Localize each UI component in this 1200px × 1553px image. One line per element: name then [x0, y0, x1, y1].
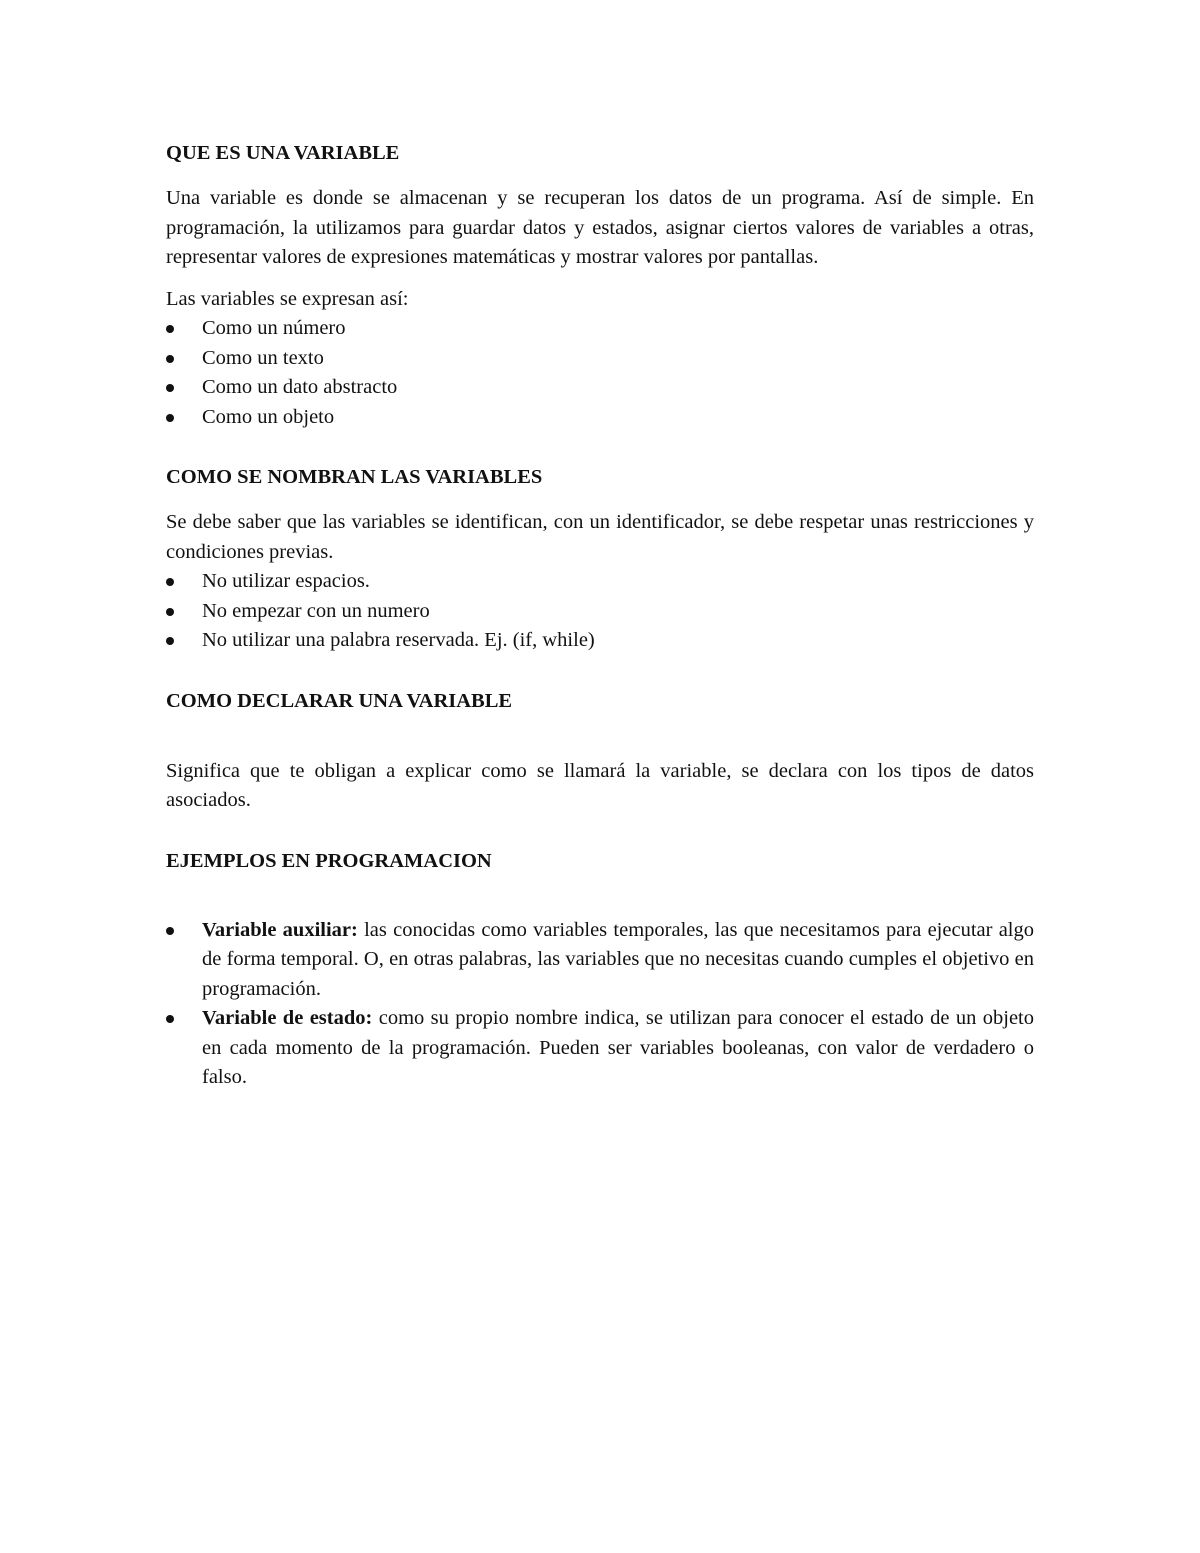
list-item [166, 344, 1034, 374]
bullet-icon [166, 927, 174, 935]
bullet-icon [166, 1015, 174, 1023]
list-item-text: No utilizar espacios. [202, 570, 370, 592]
document-page [166, 138, 1034, 1093]
bullet-icon [166, 325, 174, 333]
example-label: Variable de estado: [202, 1007, 373, 1029]
list-item [166, 373, 1034, 403]
section-heading-ejemplos: EJEMPLOS EN PROGRAMACION [166, 849, 492, 872]
bullet-icon [166, 578, 174, 586]
list-item-text: No empezar con un numero [202, 599, 430, 622]
list-item-text: Como un texto [202, 346, 324, 369]
section-heading-que-es-una-variable: QUE ES UNA VARIABLE [166, 142, 400, 164]
section-heading-como-se-nombran: COMO SE NOMBRAN LAS VARIABLES [166, 466, 543, 488]
list-item [166, 626, 1034, 656]
bullet-icon [166, 384, 174, 392]
section-paragraph-definition: Una variable es donde se almacenan y se recuperan los datos de un programa. Así de simple. En programación, la utilizamos para guardar datos y estados, asignar ciertos valores de variables a otras, representar valores de expresiones matemáticas y mostrar valores por pantallas. [166, 187, 1034, 268]
list-item [166, 567, 1034, 597]
list-item [166, 1004, 1034, 1093]
list-item [166, 403, 1034, 433]
bullet-icon [166, 355, 174, 363]
list-item-text: Como un dato abstracto [202, 376, 398, 398]
example-text: las conocidas como variables temporales, las que necesitamos para ejecutar algo de forma temporal. O, en otras palabras, las variables que no necesitas cuando cumples el objetivo en programación. [202, 918, 1034, 1000]
list-item-text: Como un objeto [202, 405, 335, 428]
bullet-list-examples [166, 916, 1034, 1093]
list-item-text: No utilizar una palabra reservada. Ej. (if, while) [202, 629, 595, 651]
bullet-list-naming-rules [166, 567, 1034, 656]
bullet-icon [166, 637, 174, 645]
section-paragraph-declaring: Significa que te obligan a explicar como se llamará la variable, se declara con los tipos de datos asociados. [166, 759, 1034, 811]
section-heading-como-declarar: COMO DECLARAR UNA VARIABLE [166, 689, 513, 712]
list-item [166, 916, 1034, 1005]
list-intro: Las variables se expresan así: [166, 287, 409, 310]
bullet-icon [166, 414, 174, 422]
list-item [166, 314, 1034, 344]
list-item [166, 597, 1034, 627]
bullet-list-variable-forms [166, 314, 1034, 432]
bullet-icon [166, 608, 174, 616]
section-paragraph-naming: Se debe saber que las variables se identifican, con un identificador, se debe respetar unas restricciones y condiciones previas. [166, 511, 1034, 563]
list-item-text: Como un número [202, 317, 346, 339]
example-label: Variable auxiliar: [202, 918, 358, 941]
example-text: como su propio nombre indica, se utilizan para conocer el estado de un objeto en cada momento de la programación. Pueden ser variables booleanas, con valor de verdadero o falso. [202, 1007, 1034, 1088]
